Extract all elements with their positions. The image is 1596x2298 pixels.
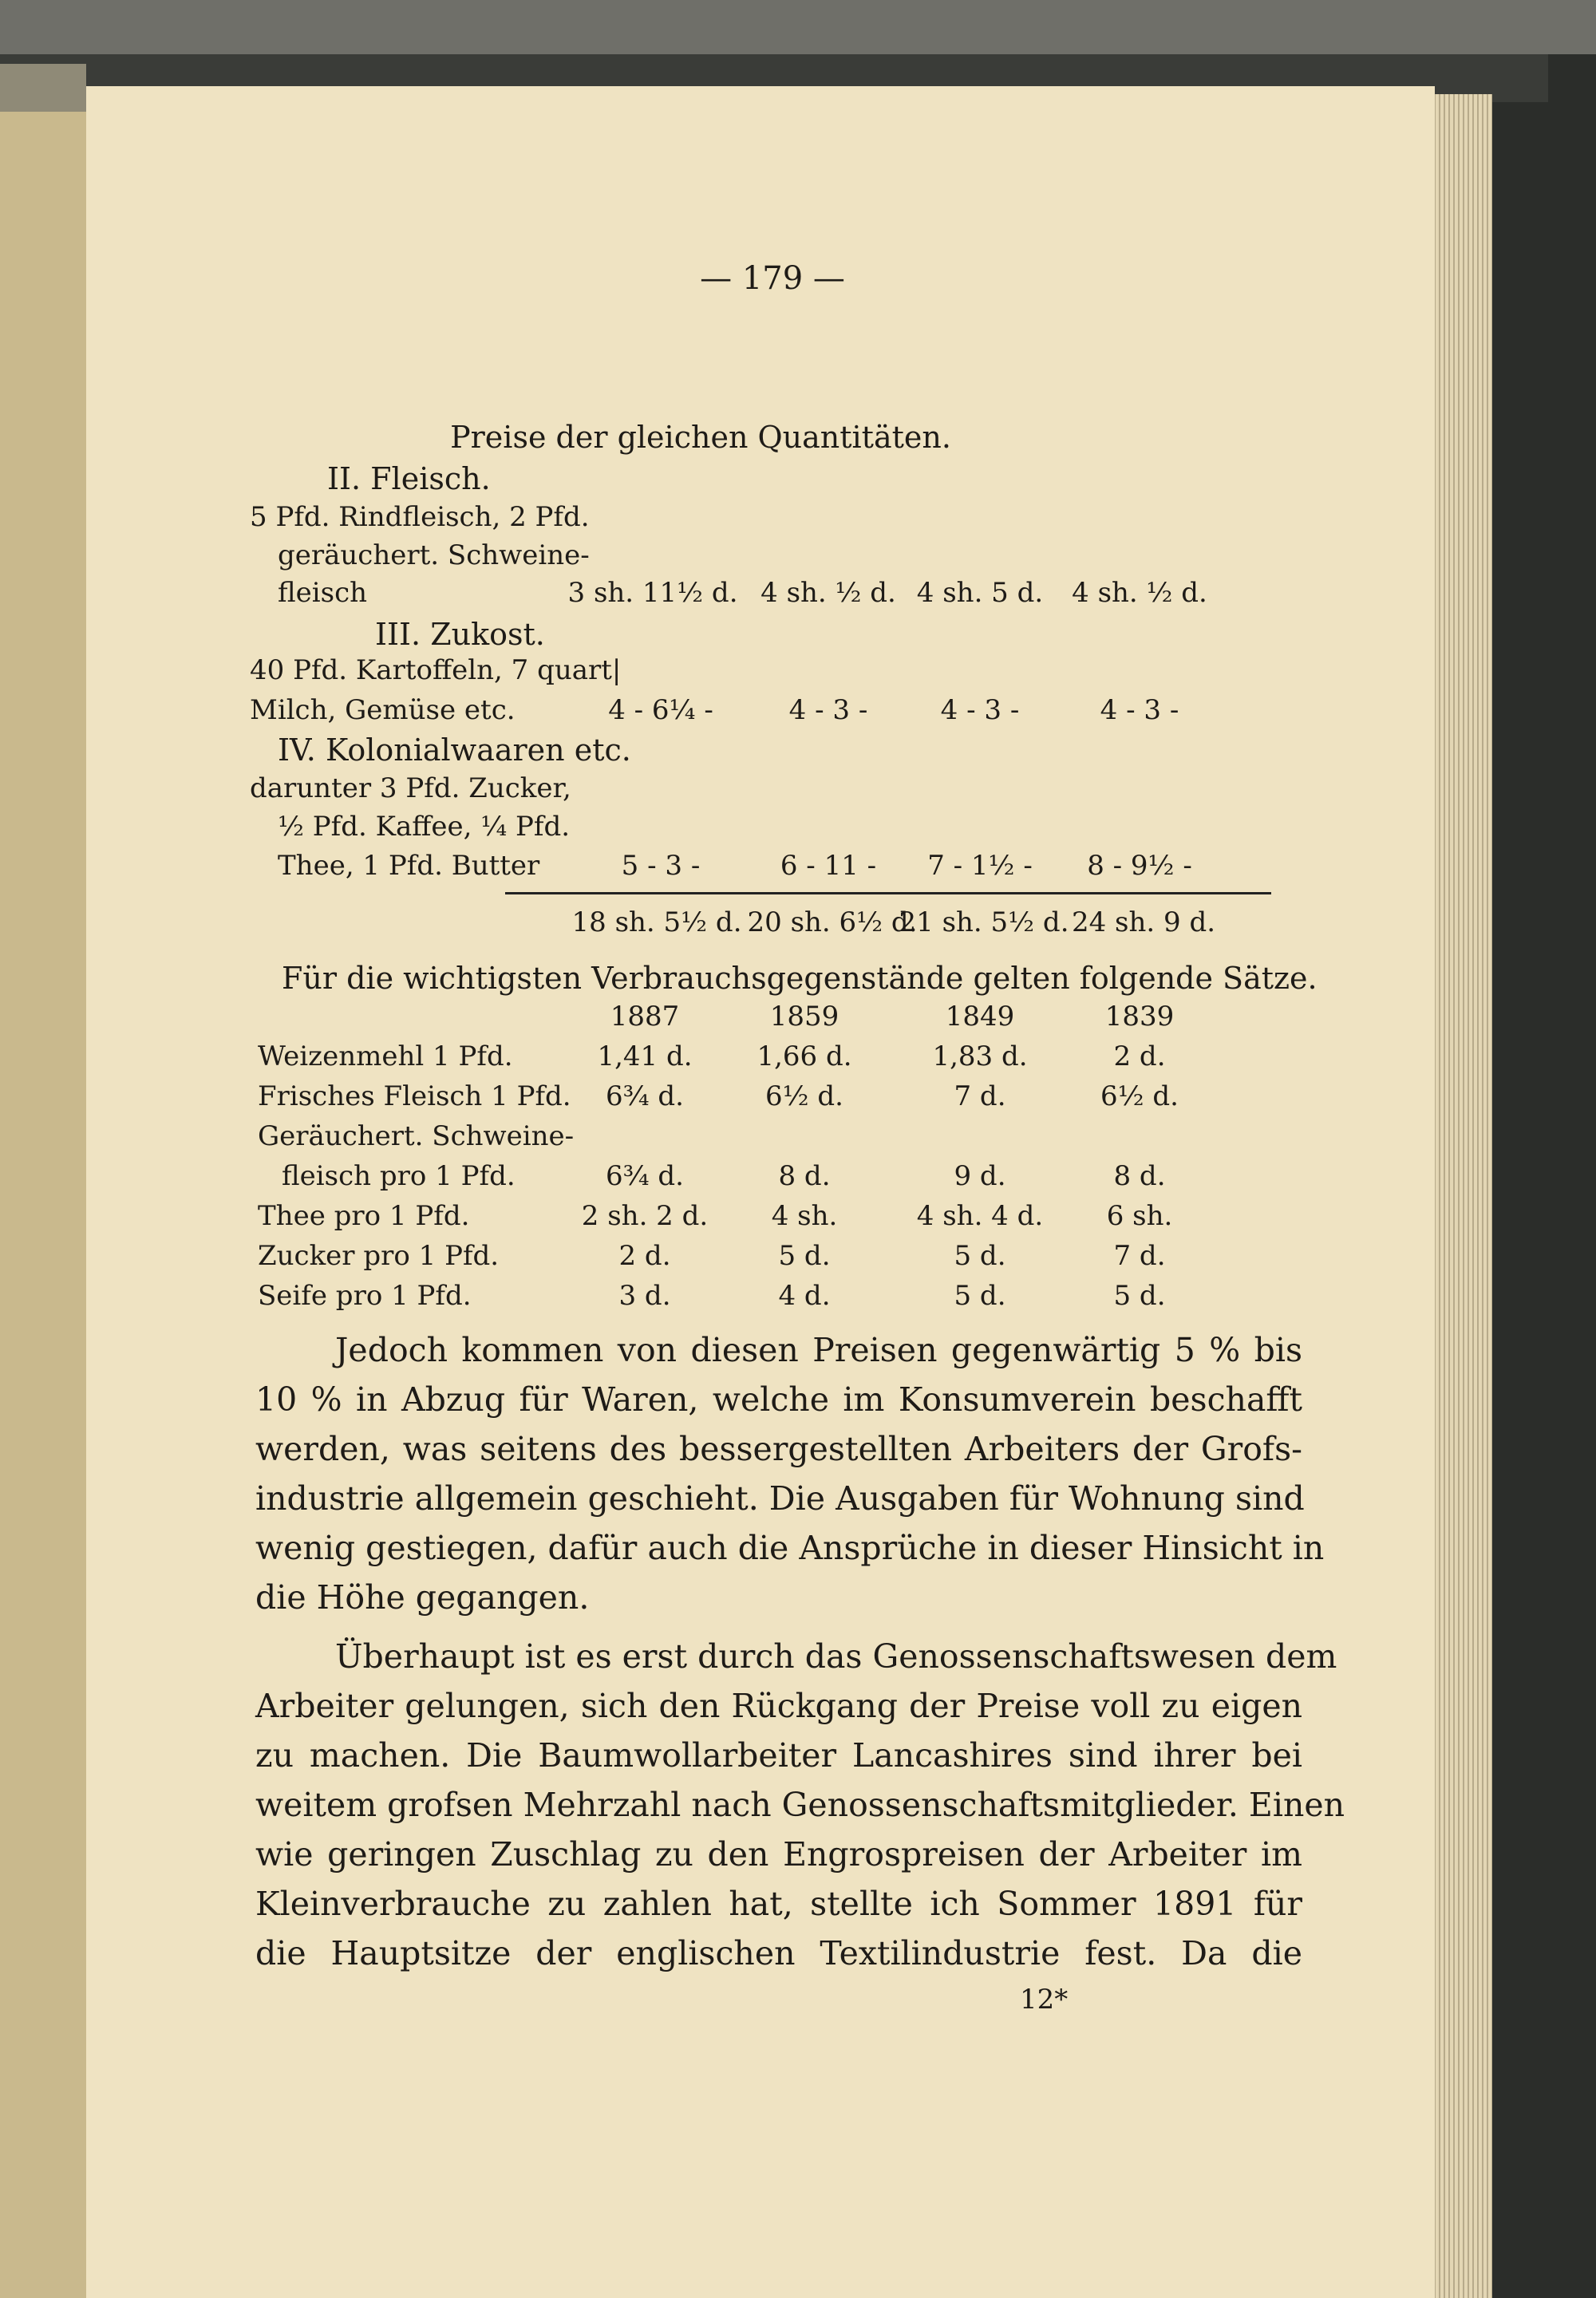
paragraph-line: die Höhe gegangen. [255,1578,590,1617]
paragraph-line: weitem grofsen Mehrzahl nach Genossenschaftsmitglieder. Einen [255,1786,1345,1824]
price-cell: 4 sh. 5 d. [916,577,1044,609]
goods-cell: 4 sh. [771,1200,838,1232]
goods-cell: 6¾ d. [606,1160,684,1192]
price-cell: 4 - 6¼ - [608,694,713,726]
section-heading-kolonialwaaren: IV. Kolonialwaaren etc. [278,732,631,768]
price-cell: 6 - 11 - [780,850,877,882]
goods-cell: 9 d. [954,1160,1006,1192]
goods-label: fleisch pro 1 Pfd. [282,1160,516,1192]
paragraph-line: Arbeiter gelungen, sich den Rückgang der Preise voll zu eigen [255,1687,1302,1725]
year-header: 1849 [945,1001,1015,1033]
price-table-title: Preise der gleichen Quantitäten. [450,420,951,455]
goods-label: Weizenmehl 1 Pfd. [258,1040,513,1072]
paragraph-line: zu machen. Die Baumwollarbeiter Lancashires sind ihrer bei [255,1736,1302,1775]
year-header: 1887 [610,1001,680,1033]
total-cell: 20 sh. 6½ d. [747,906,918,938]
price-cell: 4 - 3 - [1100,694,1179,726]
goods-cell: 6½ d. [765,1080,843,1112]
goods-cell: 3 d. [618,1280,671,1312]
paragraph-line: werden, was seitens des bessergestellten Arbeiters der Grofs- [255,1430,1302,1468]
year-header: 1839 [1104,1001,1175,1033]
goods-cell: 5 d. [954,1280,1006,1312]
paragraph-line: wenig gestiegen, dafür auch die Ansprüche in dieser Hinsicht in [255,1529,1325,1567]
goods-cell: 8 d. [778,1160,831,1192]
goods-label: Frisches Fleisch 1 Pfd. [258,1080,571,1112]
price-cell: 4 sh. ½ d. [1072,577,1207,609]
price-cell: 5 - 3 - [621,850,701,882]
section-desc-line: darunter 3 Pfd. Zucker, [250,772,571,804]
section-heading-zukost: III. Zukost. [375,617,545,652]
paragraph-line: Jedoch kommen von diesen Preisen gegenwärtig 5 % bis [335,1331,1302,1369]
signature-mark: 12* [1020,1984,1069,2016]
goods-cell: 1,66 d. [757,1040,852,1072]
goods-cell: 6½ d. [1100,1080,1179,1112]
goods-cell: 1,41 d. [597,1040,693,1072]
year-header: 1859 [769,1001,839,1033]
goods-cell: 5 d. [954,1240,1006,1272]
paragraph-line: industrie allgemein geschieht. Die Ausgaben für Wohnung sind [255,1479,1305,1518]
goods-label: Zucker pro 1 Pfd. [258,1240,500,1272]
section-desc-line: Thee, 1 Pfd. Butter [278,850,540,882]
paragraph-line: Kleinverbrauche zu zahlen hat, stellte ich Sommer 1891 für [255,1885,1302,1923]
goods-cell: 4 sh. 4 d. [916,1200,1044,1232]
section-desc-line: 5 Pfd. Rindfleisch, 2 Pfd. [250,501,590,533]
goods-cell: 2 d. [1113,1040,1166,1072]
price-cell: 4 - 3 - [940,694,1020,726]
goods-cell: 2 sh. 2 d. [581,1200,709,1232]
section-desc-line: fleisch [278,577,368,609]
total-cell: 24 sh. 9 d. [1071,906,1216,938]
goods-label: Geräuchert. Schweine- [258,1120,575,1152]
paragraph-line: wie geringen Zuschlag zu den Engrospreisen der Arbeiter im [255,1835,1302,1874]
paragraph-line: Überhaupt ist es erst durch das Genossenschaftswesen dem [335,1637,1337,1676]
goods-cell: 2 d. [618,1240,671,1272]
goods-cell: 5 d. [778,1240,831,1272]
sum-rule [505,892,1271,894]
book-page [86,86,1435,2298]
section-desc-line: ½ Pfd. Kaffee, ¼ Pfd. [278,811,571,843]
goods-cell: 7 d. [1113,1240,1166,1272]
goods-cell: 5 d. [1113,1280,1166,1312]
goods-table-intro: Für die wichtigsten Verbrauchsgegenstände gelten folgende Sätze. [282,961,1317,996]
goods-cell: 1,83 d. [932,1040,1028,1072]
goods-label: Seife pro 1 Pfd. [258,1280,472,1312]
goods-cell: 6¾ d. [606,1080,684,1112]
total-cell: 21 sh. 5½ d. [899,906,1069,938]
goods-label: Thee pro 1 Pfd. [258,1200,470,1232]
section-desc-line: Milch, Gemüse etc. [250,694,516,726]
goods-cell: 6 sh. [1106,1200,1173,1232]
price-cell: 3 sh. 11½ d. [567,577,738,609]
page-number: — 179 — [700,260,845,297]
price-cell: 7 - 1½ - [927,850,1033,882]
price-cell: 8 - 9½ - [1087,850,1192,882]
price-cell: 4 - 3 - [788,694,868,726]
paragraph-line: die Hauptsitze der englischen Textilindustrie fest. Da die [255,1934,1302,1972]
section-heading-fleisch: II. Fleisch. [327,461,491,496]
section-desc-line: 40 Pfd. Kartoffeln, 7 quart| [250,654,622,686]
total-cell: 18 sh. 5½ d. [571,906,742,938]
facing-page-edge [0,64,86,2298]
price-cell: 4 sh. ½ d. [760,577,896,609]
facing-page-spine [0,64,86,112]
goods-cell: 4 d. [778,1280,831,1312]
paragraph-line: 10 % in Abzug für Waren, welche im Konsumverein beschafft [255,1380,1302,1419]
goods-cell: 7 d. [954,1080,1006,1112]
section-desc-line: geräuchert. Schweine- [278,539,590,571]
goods-cell: 8 d. [1113,1160,1166,1192]
